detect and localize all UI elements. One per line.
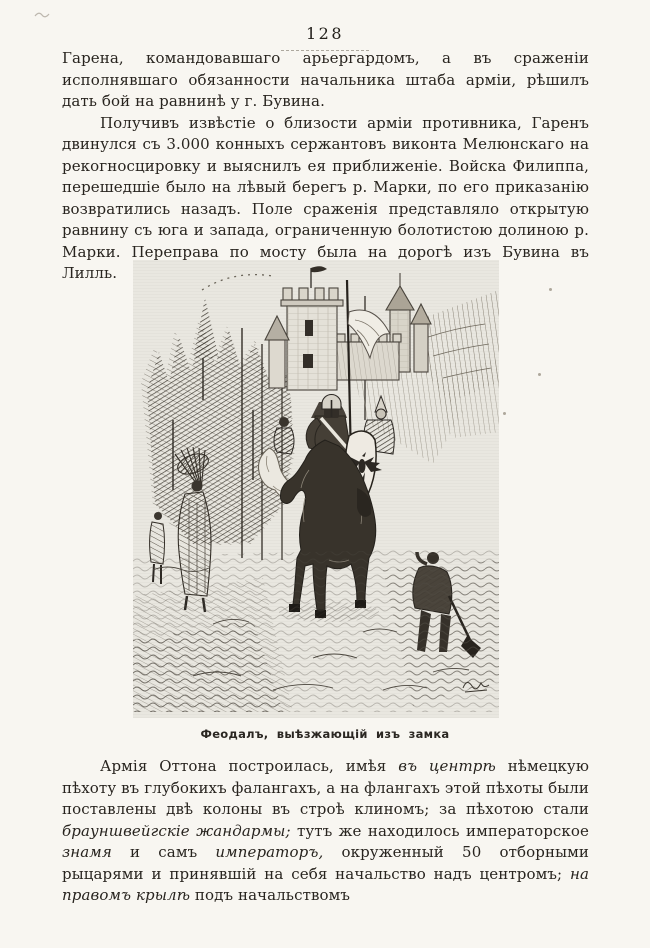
page-number: 128 bbox=[305, 24, 345, 43]
tower-flag bbox=[311, 266, 327, 288]
body-text: и самъ bbox=[111, 843, 216, 861]
italic-text: императоръ, bbox=[215, 843, 324, 861]
body-text: Получивъ извѣстіе о близости арміи противника, Гаренъ двинулся съ 3.000 конныхъ сержантовъ виконта Мелюнскаго на рекогносцировку и выяснилъ ея приближеніе. Войска Филиппа, перешедшіе было на лѣвый берегъ р. Марки, по его приказанію возвратились назадъ. Поле сраженія представляло открытую равнину съ юга и запада, ограниченную болотистою долиною р. Марки. Переправа по мосту была на дорогѣ изъ Бувина въ Лилль. bbox=[62, 113, 589, 282]
paragraph bbox=[62, 113, 589, 285]
text-block-bottom bbox=[62, 756, 589, 907]
body-text: Гарена, командовавшаго арьергардомъ, а въ сраженіи исполнявшаго обязанности начальника штаба арміи, рѣшилъ дать бой на равнинѣ у г. Бувина. bbox=[62, 49, 589, 110]
body-text: тутъ же находилось императорское bbox=[290, 821, 589, 840]
paper-speck bbox=[538, 373, 541, 376]
paragraph bbox=[62, 48, 589, 113]
italic-text: брауншвейгскіе жандармы; bbox=[62, 821, 291, 840]
italic-text: въ центрѣ bbox=[398, 757, 496, 775]
paragraph bbox=[62, 756, 589, 907]
text-block-top bbox=[62, 48, 589, 285]
body-text: Армія Оттона построилась, имѣя bbox=[100, 757, 399, 775]
engraving-art bbox=[133, 260, 499, 718]
italic-text: знамя bbox=[62, 843, 112, 861]
paper-speck bbox=[503, 412, 506, 415]
body-text: подъ начальствомъ bbox=[190, 886, 351, 904]
italic-text: на правомъ крылѣ bbox=[62, 864, 589, 904]
sky-dotted-arc bbox=[202, 275, 273, 290]
castle-left-turret bbox=[265, 316, 289, 388]
body-text: нѣмецкую пѣхоту въ глубокихъ фалангахъ, а на флангахъ этой пѣхоты были поставлены двѣ колоны въ строѣ клиномъ; за пѣхотою стали bbox=[62, 757, 589, 818]
engraving-figure bbox=[133, 260, 499, 718]
scan-artifact-mark bbox=[34, 4, 50, 23]
ground-hatching bbox=[133, 548, 499, 712]
figure-caption: Феодалъ, выѣзжающій изъ замка bbox=[200, 727, 450, 741]
body-text: окруженный 50 отборными рыцарями и принявшій на себя начальство надъ центромъ; bbox=[62, 843, 589, 883]
castle-main-tower bbox=[281, 288, 343, 390]
paper-speck bbox=[549, 288, 552, 291]
